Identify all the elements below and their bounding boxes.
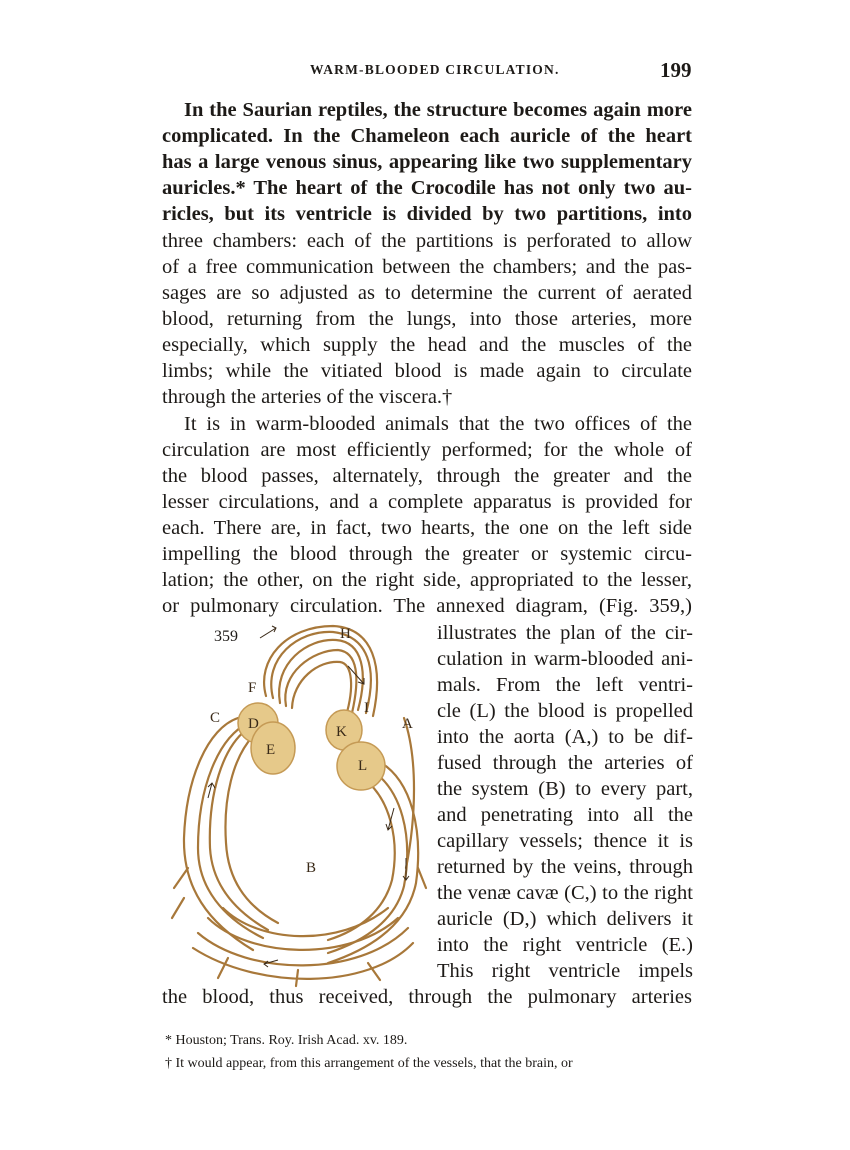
text-line: sages are so adjusted as to determine the current of aerated — [162, 282, 692, 304]
text-line: auricle (D,) which delivers it — [437, 908, 693, 930]
text-line: fused through the arteries of — [437, 752, 693, 774]
text-line: of a free communication between the chambers; and the pas- — [162, 256, 692, 278]
label-c: C — [210, 710, 221, 726]
text-line: each. There are, in fact, two hearts, the one on the left side — [162, 517, 692, 539]
label-i: I — [364, 700, 369, 716]
text-line: returned by the veins, through — [437, 856, 693, 878]
label-e: E — [266, 742, 276, 758]
text-line: ricles, but its ventricle is divided by two partitions, into — [162, 203, 692, 225]
label-b: B — [306, 860, 317, 876]
circulation-diagram — [168, 618, 430, 988]
page-number: 199 — [660, 58, 692, 82]
text-line: impelling the blood through the greater or systemic circu- — [162, 543, 692, 565]
page-header — [0, 58, 850, 84]
label-f: F — [248, 680, 257, 696]
text-line: lation; the other, on the right side, appropriated to the lesser, — [162, 569, 692, 591]
text-line: the blood, thus received, through the pulmonary arteries — [162, 986, 692, 1008]
text-line: This right ventricle impels — [437, 960, 693, 982]
text-line: or pulmonary circulation. The annexed diagram, (Fig. 359,) — [162, 595, 692, 617]
text-line: the venæ cavæ (C,) to the right — [437, 882, 693, 904]
text-line: the blood passes, alternately, through the greater and the — [162, 465, 692, 487]
label-h: H — [340, 626, 351, 642]
text-line: three chambers: each of the partitions is perforated to allow — [162, 230, 692, 252]
text-line: culation in warm-blooded ani- — [437, 648, 693, 670]
text-line: especially, which supply the head and the muscles of the — [162, 334, 692, 356]
text-line: complicated. In the Chameleon each auricle of the heart — [162, 125, 692, 147]
footnote: † It would appear, from this arrangement of the vessels, that the brain, or — [165, 1056, 573, 1071]
label-a: A — [402, 716, 413, 732]
running-title: WARM-BLOODED CIRCULATION. — [310, 62, 560, 77]
text-line: In the Saurian reptiles, the structure becomes again more — [184, 99, 692, 121]
text-line: illustrates the plan of the cir- — [437, 622, 693, 644]
text-line: circulation are most efficiently performed; for the whole of — [162, 439, 692, 461]
text-line: and penetrating into all the — [437, 804, 693, 826]
text-line: into the aorta (A,) to be dif- — [437, 726, 693, 748]
label-d: D — [248, 716, 259, 732]
text-line: capillary vessels; thence it is — [437, 830, 693, 852]
text-line: cle (L) the blood is propelled — [437, 700, 693, 722]
figure-number: 359 — [214, 628, 238, 645]
text-line: blood, returning from the lungs, into those arteries, more — [162, 308, 692, 330]
text-line: has a large venous sinus, appearing like two supplementary — [162, 151, 692, 173]
footnote: * Houston; Trans. Roy. Irish Acad. xv. 189. — [165, 1033, 408, 1048]
text-line: It is in warm-blooded animals that the two offices of the — [184, 413, 692, 435]
text-line: limbs; while the vitiated blood is made again to circulate — [162, 360, 692, 382]
label-l: L — [358, 758, 368, 774]
text-line: into the right ventricle (E.) — [437, 934, 693, 956]
text-line: auricles.* The heart of the Crocodile has not only two au- — [162, 177, 692, 199]
text-line: the system (B) to every part, — [437, 778, 693, 800]
label-k: K — [336, 724, 347, 740]
text-line: mals. From the left ventri- — [437, 674, 693, 696]
text-line: through the arteries of the viscera.† — [162, 386, 453, 408]
text-line: lesser circulations, and a complete apparatus is provided for — [162, 491, 692, 513]
